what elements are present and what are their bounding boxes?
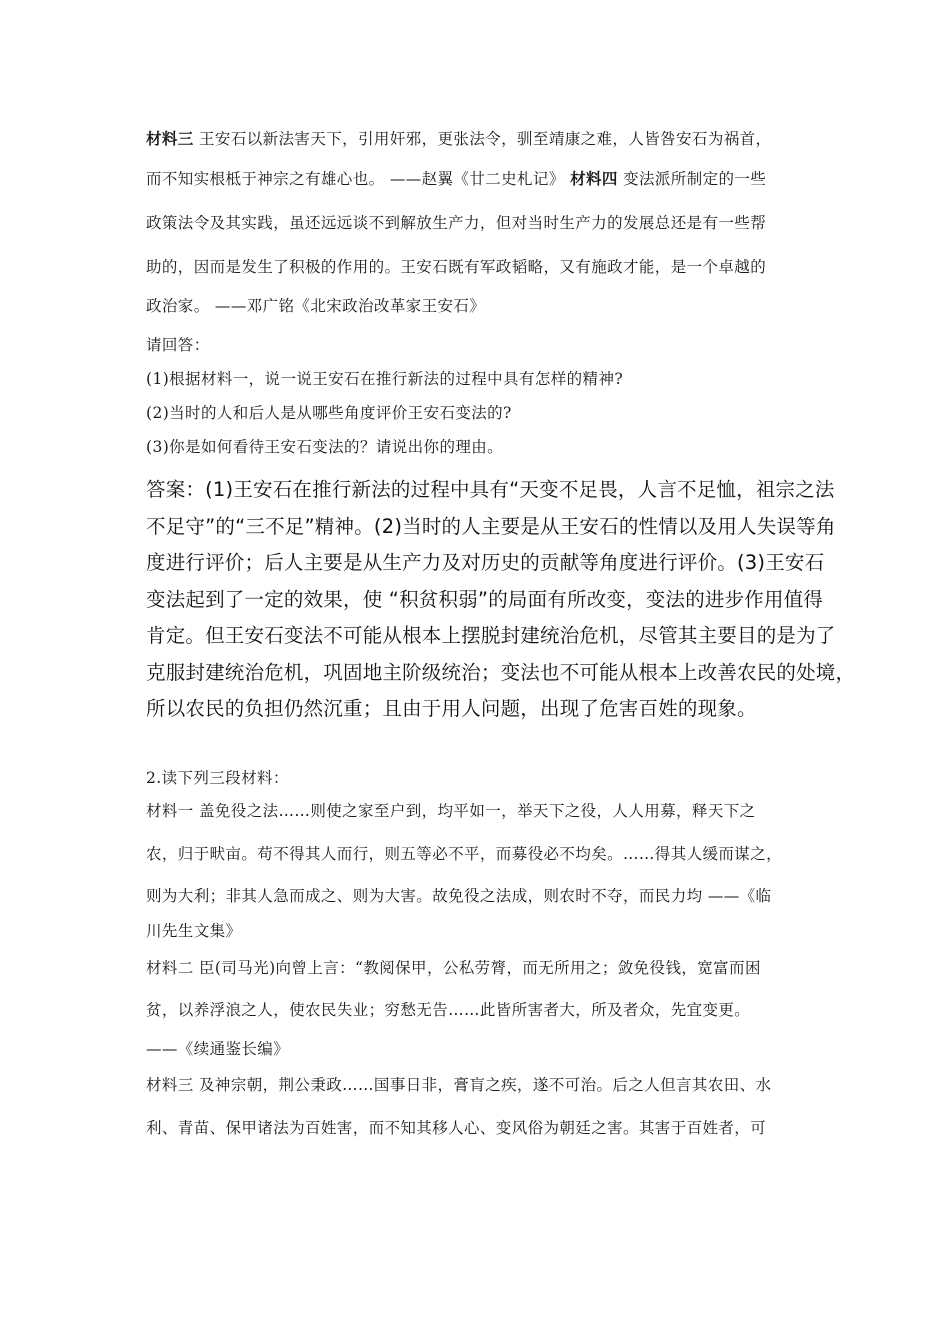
q2-material-line-1: 材料一 盖免役之法……则使之家至户到，均平如一，举天下之役，人人用募，释天下之 (146, 802, 756, 820)
material4-text-start: 变法派所制定的一些 (623, 170, 767, 188)
q2-material-line-5: 材料二 臣(司马光)向曾上言：“教阅保甲，公私劳膂，而无所用之；敛免役钱，宽富而困 (146, 959, 761, 977)
q2-material-line-2: 农，归于畎亩。苟不得其人而行，则五等必不平，而募役必不均矣。……得其人缓而谋之， (146, 845, 783, 863)
question-2: (2)当时的人和后人是从哪些角度评价王安石变法的? (146, 404, 512, 422)
answer-line-1: 答案：(1)王安石在推行新法的过程中具有“天变不足畏，人言不足恤，祖宗之法 (146, 478, 835, 501)
answer-line-6: 克服封建统治危机，巩固地主阶级统治；变法也不可能从根本上改善农民的处境， (146, 661, 856, 684)
q2-material-line-6: 贫，以养浮浪之人，使农民失业；穷愁无告……此皆所害者大，所及者众，先宜变更。 (146, 1001, 751, 1019)
answer-line-7: 所以农民的负担仍然沉重；且由于用人问题，出现了危害百姓的现象。 (146, 697, 757, 720)
answer-line-5: 肯定。但王安石变法不可能从根本上摆脱封建统治危机，尽管其主要目的是为了 (146, 624, 836, 647)
q2-material-line-8: 材料三 及神宗朝，荆公秉政……国事日非，膏肓之疾，遂不可治。后之人但言其农田、水 (146, 1076, 772, 1094)
q2-material-line-9: 利、青苗、保甲诸法为百姓害，而不知其移人心、变风俗为朝廷之害。其害于百姓者，可 (146, 1119, 767, 1137)
answer-line-4: 变法起到了一定的效果，使 “积贫积弱”的局面有所改变，变法的进步作用值得 (146, 588, 824, 611)
answer-line-2: 不足守”的“三不足”精神。(2)当时的人主要是从王安石的性情以及用人失误等角 (146, 515, 836, 538)
material4-label: 材料四 (570, 169, 618, 188)
material3-line2 (146, 167, 766, 189)
material4-source: 政治家。 ——邓广铭《北宋政治改革家王安石》 (146, 297, 486, 315)
q2-material-line-4: 川先生文集》 (146, 922, 242, 940)
material4-line1: 政策法令及其实践，虽还远远谈不到解放生产力，但对当时生产力的发展总还是有一些帮 (146, 214, 767, 232)
question-3: (3)你是如何看待王安石变法的？请说出你的理由。 (146, 438, 504, 456)
answer-prompt: 请回答： (146, 336, 210, 354)
material3-source: 而不知实根柢于神宗之有雄心也。 ——赵翼《廿二史札记》 (146, 170, 565, 188)
question-2-heading: 2.读下列三段材料： (146, 769, 289, 787)
answer-line-3: 度进行评价；后人主要是从生产力及对历史的贡献等角度进行评价。(3)王安石 (146, 551, 825, 574)
material4-line2: 助的，因而是发生了积极的作用的。王安石既有军政韬略，又有施政才能，是一个卓越的 (146, 258, 767, 276)
material3-text: 王安石以新法害天下，引用奸邪，更张法令，驯至靖康之难，人皆咎安石为祸首， (199, 130, 772, 148)
q2-material-line-3: 则为大利；非其人急而成之、则为大害。故免役之法成，则农时不夺，而民力均 ——《临 (146, 887, 772, 905)
question-1: (1)根据材料一，说一说王安石在推行新法的过程中具有怎样的精神? (146, 370, 624, 388)
material3-label: 材料三 (146, 129, 194, 148)
material3-line1 (146, 127, 771, 149)
q2-material-line-7: ——《续通鉴长编》 (146, 1040, 290, 1058)
